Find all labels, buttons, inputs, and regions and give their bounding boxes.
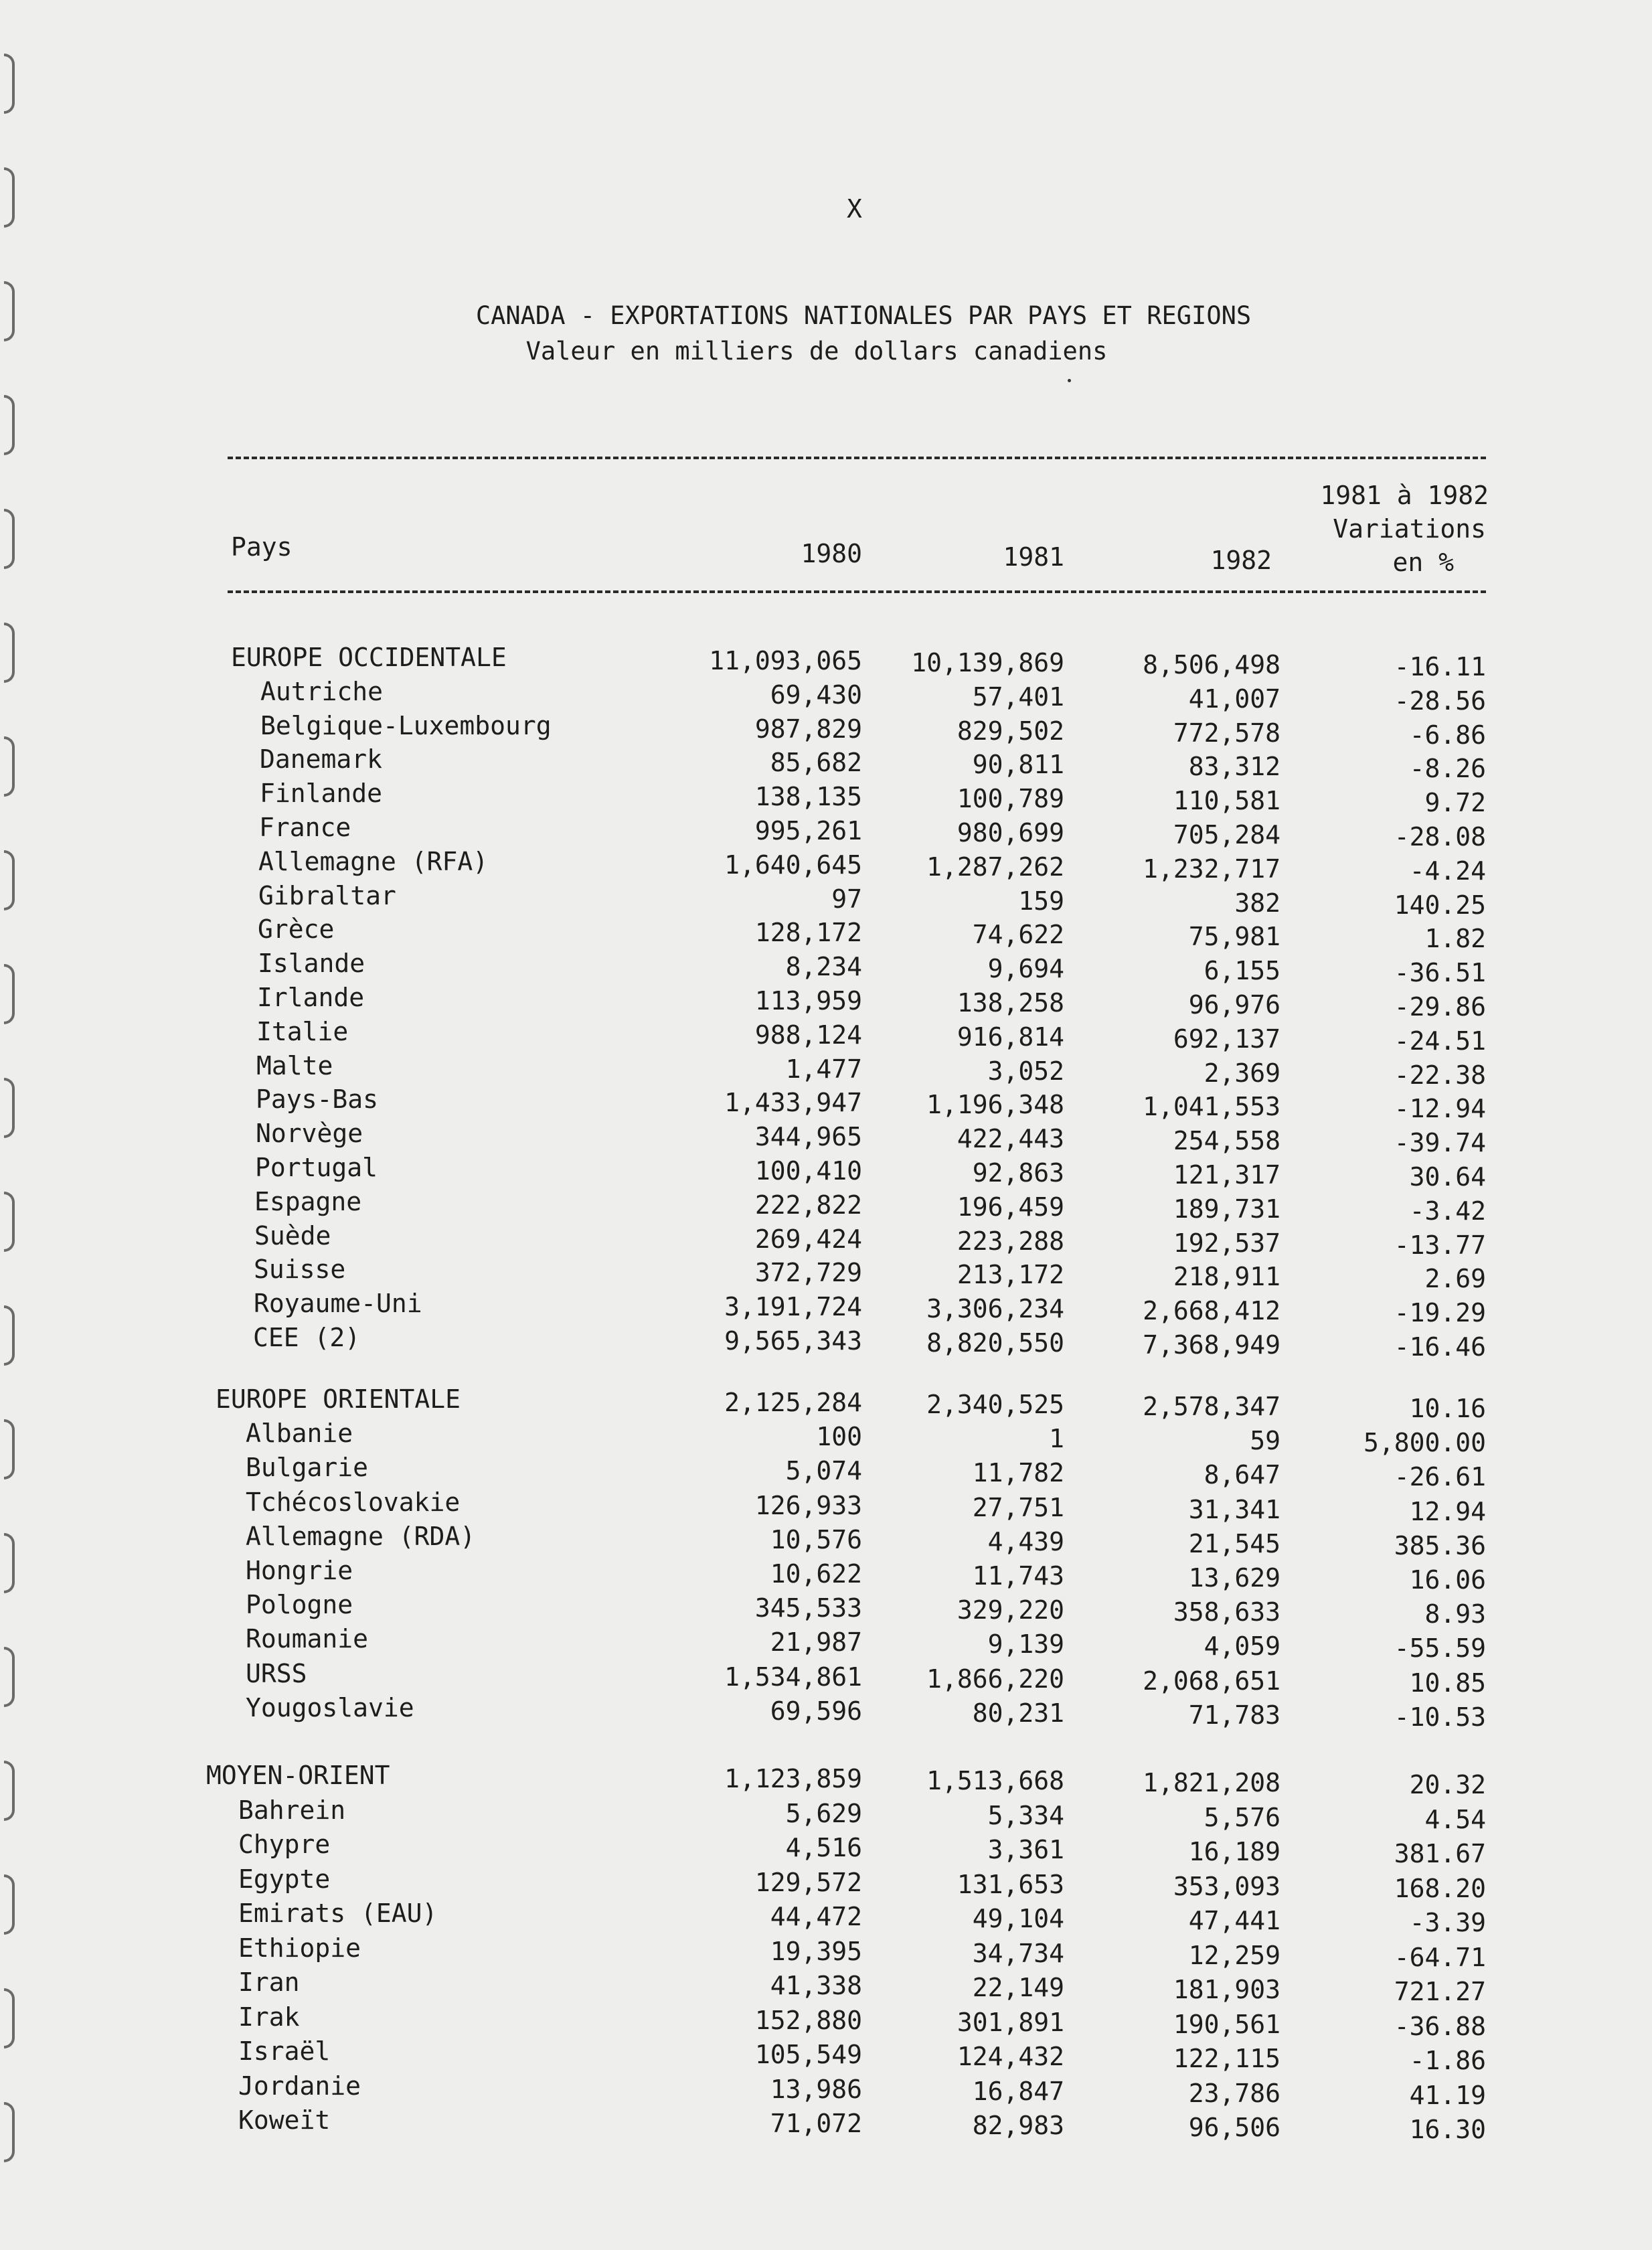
value-1980: 2,125,284 [724,1388,862,1417]
table-row [0,1153,1652,1192]
country-name: EUROPE OCCIDENTALE [231,643,507,672]
country-name: Autriche [260,676,384,706]
value-1980: 8,234 [785,952,862,982]
value-1981: 57,401 [972,681,1064,712]
table-row [0,1521,1652,1560]
value-1980: 105,549 [754,2040,862,2069]
value-1981: 1,866,220 [926,1664,1064,1694]
binder-ring [4,395,15,455]
table-row [0,1016,1652,1056]
change-percent: -39.74 [1394,1128,1486,1158]
value-1982: 189,731 [1173,1194,1281,1224]
value-1980: 44,472 [770,1902,862,1931]
value-1982: 705,284 [1173,820,1281,850]
value-1980: 100 [816,1422,862,1452]
value-1981: 10,139,869 [911,648,1064,677]
table-row [0,983,1652,1022]
value-1981: 5,334 [987,1800,1064,1830]
value-1982: 7,368,949 [1143,1330,1281,1360]
country-name: Islande [258,949,365,979]
value-1982: 382 [1234,888,1281,918]
country-name: Tchécoslovakie [246,1487,461,1517]
table-row [0,1050,1652,1090]
value-1980: 69,430 [770,679,862,710]
value-1981: 223,288 [957,1226,1064,1256]
country-name: Ethiopie [238,1933,361,1963]
country-name: Norvège [256,1119,363,1149]
value-1982: 8,506,498 [1143,650,1281,679]
country-name: Suisse [254,1255,346,1285]
value-1980: 1,534,861 [724,1662,862,1692]
country-name: Pologne [246,1590,353,1620]
value-1980: 100,410 [754,1156,862,1186]
value-1980: 69,596 [770,1696,862,1726]
table-row [0,949,1652,988]
value-1980: 1,123,859 [724,1764,862,1793]
table-row [0,846,1652,886]
table-title: CANADA - EXPORTATIONS NATIONALES PAR PAYS ET REGIONS [475,301,1252,330]
table-row [0,1933,1652,1972]
value-1981: 1,287,262 [926,852,1064,882]
value-1980: 152,880 [754,2005,862,2035]
value-1981: 8,820,550 [926,1328,1064,1358]
value-1980: 1,433,947 [724,1088,862,1118]
value-1980: 71,072 [770,2109,862,2138]
value-1981: 1,196,348 [926,1090,1064,1120]
value-1980: 11,093,065 [709,646,862,675]
table-row [0,710,1652,750]
table-row [0,1487,1652,1526]
value-1981: 90,811 [972,750,1064,780]
value-1980: 3,191,724 [724,1292,862,1322]
value-1982: 41,007 [1188,684,1281,714]
table-row [0,1220,1652,1260]
value-1982: 75,981 [1188,922,1281,952]
country-name: Finlande [260,779,383,809]
top-rule [228,457,1486,459]
value-1981: 11,743 [972,1561,1064,1591]
value-1982: 2,578,347 [1143,1392,1281,1421]
header-change-line1: 1981 à 1982 [1320,481,1489,510]
value-1982: 13,629 [1188,1563,1281,1593]
value-1981: 829,502 [957,716,1064,746]
value-1982: 1,821,208 [1143,1768,1281,1797]
value-1982: 254,558 [1173,1126,1281,1156]
change-percent: -10.53 [1394,1702,1486,1732]
value-1981: 329,220 [957,1595,1064,1625]
change-percent: -22.38 [1394,1060,1486,1090]
table-row [0,1795,1652,1834]
country-name: Danemark [260,744,383,775]
country-name: Allemagne (RFA) [258,846,489,876]
value-1980: 97 [831,884,862,914]
table-row [0,676,1652,716]
change-percent: 385.36 [1394,1530,1486,1560]
change-percent: -6.86 [1409,720,1486,750]
country-name: Irlande [257,983,365,1012]
change-percent: -19.29 [1394,1298,1486,1328]
change-percent: -3.42 [1409,1196,1486,1226]
country-name: Gibraltar [258,880,396,910]
value-1981: 980,699 [957,818,1064,848]
value-1981: 100,789 [957,784,1064,814]
binder-ring [4,54,15,114]
value-1981: 4,439 [987,1526,1064,1556]
table-row [0,1967,1652,2006]
change-percent: -16.11 [1394,652,1486,681]
table-row [0,779,1652,818]
value-1982: 121,317 [1173,1160,1281,1190]
table-row [0,1084,1652,1124]
value-1982: 1,041,553 [1143,1092,1281,1122]
country-name: Suède [254,1220,331,1251]
country-name: URSS [246,1658,307,1688]
country-name: Egypte [238,1864,331,1894]
value-1982: 181,903 [1173,1975,1281,2004]
change-percent: -28.08 [1394,822,1486,852]
change-percent: 168.20 [1394,1873,1486,1903]
country-name: Irak [238,2002,300,2032]
change-percent: 381.67 [1394,1839,1486,1868]
value-1981: 1 [1049,1424,1064,1454]
country-name: Iran [238,1967,300,1997]
country-name: Jordanie [238,2071,361,2101]
value-1982: 353,093 [1173,1871,1281,1901]
change-percent: -36.51 [1394,958,1486,988]
binder-ring [4,167,15,228]
table-row [0,2036,1652,2075]
change-percent: 41.19 [1409,2080,1486,2110]
value-1980: 5,074 [785,1456,862,1486]
value-1980: 995,261 [754,816,862,846]
table-row [0,813,1652,852]
value-1980: 5,629 [785,1798,862,1828]
value-1981: 22,149 [972,1973,1064,2002]
value-1982: 8,647 [1204,1460,1281,1490]
table-row [0,1864,1652,1903]
value-1982: 16,189 [1188,1837,1281,1866]
change-percent: 140.25 [1394,890,1486,920]
change-percent: -13.77 [1394,1230,1486,1260]
value-1981: 159 [1018,886,1064,916]
header-1981: 1981 [1003,542,1064,572]
value-1981: 131,653 [957,1869,1064,1899]
change-percent: -55.59 [1394,1633,1486,1664]
header-country: Pays [231,532,293,562]
value-1980: 19,395 [770,1936,862,1966]
value-1981: 11,782 [972,1458,1064,1488]
table-row [0,1289,1652,1328]
value-1981: 213,172 [957,1260,1064,1290]
header-1982: 1982 [1210,546,1272,575]
value-1982: 4,059 [1204,1631,1281,1662]
country-name: Israël [238,2036,331,2066]
value-1981: 3,306,234 [926,1294,1064,1324]
value-1981: 92,863 [972,1158,1064,1188]
country-name: Bahrein [238,1795,346,1825]
table-row [0,1830,1652,1868]
change-percent: 1.82 [1424,924,1486,954]
value-1981: 138,258 [957,988,1064,1018]
binder-ring [4,509,15,569]
value-1982: 47,441 [1188,1906,1281,1935]
value-1980: 988,124 [754,1020,862,1050]
country-name: Belgique-Luxembourg [260,710,552,740]
value-1981: 9,694 [987,954,1064,984]
value-1980: 10,622 [770,1559,862,1589]
value-1982: 83,312 [1188,752,1281,782]
country-name: Royaume-Uni [254,1289,422,1319]
change-percent: 2.69 [1424,1264,1486,1294]
table-row [0,1899,1652,1937]
value-1982: 5,576 [1204,1802,1281,1832]
value-1980: 129,572 [754,1867,862,1897]
change-percent: -16.46 [1394,1332,1486,1362]
header-change-line3: en % [1392,548,1454,577]
country-name: Allemagne (RDA) [246,1521,476,1551]
value-1980: 21,987 [770,1627,862,1658]
value-1980: 372,729 [754,1258,862,1288]
value-1980: 9,565,343 [724,1326,862,1356]
value-1981: 124,432 [957,2042,1064,2071]
value-1980: 128,172 [754,918,862,948]
change-percent: 9.72 [1424,788,1486,818]
table-row [0,1119,1652,1158]
value-1982: 772,578 [1173,718,1281,748]
country-name: Emirats (EAU) [238,1899,438,1928]
value-1981: 3,052 [987,1056,1064,1086]
value-1981: 82,983 [972,2111,1064,2140]
value-1982: 1,232,717 [1143,854,1281,884]
change-percent: 5,800.00 [1363,1428,1486,1458]
change-percent: -1.86 [1409,2046,1486,2075]
table-row [0,744,1652,784]
value-1982: 122,115 [1173,2044,1281,2073]
table-row [0,2071,1652,2110]
country-name: Malte [256,1050,333,1080]
country-name: Albanie [246,1419,353,1449]
value-1981: 196,459 [957,1192,1064,1222]
value-1982: 6,155 [1204,956,1281,986]
header-change-line2: Variations [1333,514,1486,544]
country-name: Grèce [258,914,335,945]
table-row [0,1323,1652,1362]
value-1982: 2,369 [1204,1058,1281,1088]
value-1982: 21,545 [1188,1528,1281,1558]
country-name: Italie [256,1016,349,1046]
change-percent: 16.30 [1409,2115,1486,2144]
change-percent: -28.56 [1394,686,1486,716]
change-percent: 10.16 [1409,1394,1486,1423]
value-1982: 692,137 [1173,1024,1281,1054]
value-1980: 41,338 [770,1971,862,2000]
table-row [0,1692,1652,1732]
value-1980: 1,640,645 [724,850,862,880]
value-1982: 358,633 [1173,1597,1281,1627]
value-1982: 2,068,651 [1143,1666,1281,1696]
change-percent: 20.32 [1409,1770,1486,1799]
change-percent: 12.94 [1409,1496,1486,1526]
value-1982: 31,341 [1188,1494,1281,1524]
country-name: Yougoslavie [246,1692,414,1722]
value-1980: 13,986 [770,2074,862,2104]
change-percent: -29.86 [1394,992,1486,1022]
change-percent: -26.61 [1394,1462,1486,1492]
value-1981: 16,847 [972,2076,1064,2106]
value-1982: 71,783 [1188,1700,1281,1730]
country-name: MOYEN-ORIENT [206,1761,390,1790]
table-row [0,1590,1652,1629]
value-1982: 59 [1250,1426,1281,1456]
value-1982: 12,259 [1188,1940,1281,1970]
table-row [0,643,1652,681]
page-number: X [847,194,862,224]
header-rule [228,590,1486,593]
table-row [0,1419,1652,1458]
value-1981: 74,622 [972,920,1064,950]
change-percent: 16.06 [1409,1565,1486,1595]
country-name: Portugal [255,1153,378,1182]
value-1981: 27,751 [972,1492,1064,1522]
value-1982: 2,668,412 [1143,1296,1281,1326]
value-1981: 3,361 [987,1835,1064,1864]
value-1980: 10,576 [770,1524,862,1554]
country-name: Koweït [238,2105,331,2135]
value-1982: 96,506 [1188,2113,1281,2142]
table-row [0,1761,1652,1799]
value-1981: 422,443 [957,1124,1064,1154]
table-row [0,2002,1652,2041]
change-percent: 8.93 [1424,1599,1486,1629]
value-1981: 916,814 [957,1022,1064,1052]
value-1982: 192,537 [1173,1228,1281,1258]
value-1982: 96,976 [1188,990,1281,1020]
value-1980: 222,822 [754,1190,862,1220]
change-percent: 721.27 [1394,1977,1486,2006]
value-1981: 2,340,525 [926,1390,1064,1419]
country-name: France [259,813,351,842]
stray-mark [1068,379,1071,382]
change-percent: -8.26 [1409,754,1486,784]
value-1980: 113,959 [754,986,862,1016]
value-1980: 4,516 [785,1833,862,1862]
value-1980: 345,533 [754,1593,862,1623]
table-row [0,1556,1652,1595]
value-1981: 34,734 [972,1938,1064,1968]
country-name: Roumanie [246,1624,369,1654]
country-name: CEE (2) [253,1323,361,1352]
change-percent: -64.71 [1394,1942,1486,1972]
value-1982: 190,561 [1173,2009,1281,2039]
value-1980: 126,933 [754,1490,862,1520]
table-row [0,880,1652,920]
value-1980: 987,829 [754,714,862,744]
value-1981: 49,104 [972,1904,1064,1933]
country-name: Pays-Bas [256,1084,379,1115]
value-1980: 85,682 [770,748,862,778]
country-name: Hongrie [246,1556,353,1585]
value-1980: 269,424 [754,1224,862,1254]
value-1982: 218,911 [1173,1262,1281,1292]
table-row [0,1624,1652,1664]
value-1981: 1,513,668 [926,1766,1064,1795]
change-percent: 10.85 [1409,1668,1486,1698]
value-1980: 1,477 [785,1054,862,1084]
header-1980: 1980 [801,539,862,568]
table-row [0,2105,1652,2144]
country-name: Chypre [238,1830,331,1859]
change-percent: -24.51 [1394,1026,1486,1056]
table-row [0,1658,1652,1698]
table-row [0,914,1652,954]
change-percent: -4.24 [1409,856,1486,886]
value-1982: 23,786 [1188,2078,1281,2108]
table-row [0,1453,1652,1492]
change-percent: 30.64 [1409,1162,1486,1192]
table-row [0,1186,1652,1226]
change-percent: 4.54 [1424,1804,1486,1834]
table-subtitle: Valeur en milliers de dollars canadiens [525,337,1108,366]
value-1981: 9,139 [987,1629,1064,1660]
table-row [0,1255,1652,1294]
change-percent: -12.94 [1394,1094,1486,1124]
value-1981: 80,231 [972,1698,1064,1728]
change-percent: -36.88 [1394,2011,1486,2041]
value-1982: 110,581 [1173,786,1281,816]
change-percent: -3.39 [1409,1908,1486,1937]
table-row [0,1384,1652,1423]
value-1980: 138,135 [754,782,862,812]
country-name: EUROPE ORIENTALE [216,1384,461,1414]
country-name: Espagne [254,1186,362,1216]
value-1980: 344,965 [754,1122,862,1152]
value-1981: 301,891 [957,2007,1064,2037]
country-name: Bulgarie [246,1453,369,1483]
